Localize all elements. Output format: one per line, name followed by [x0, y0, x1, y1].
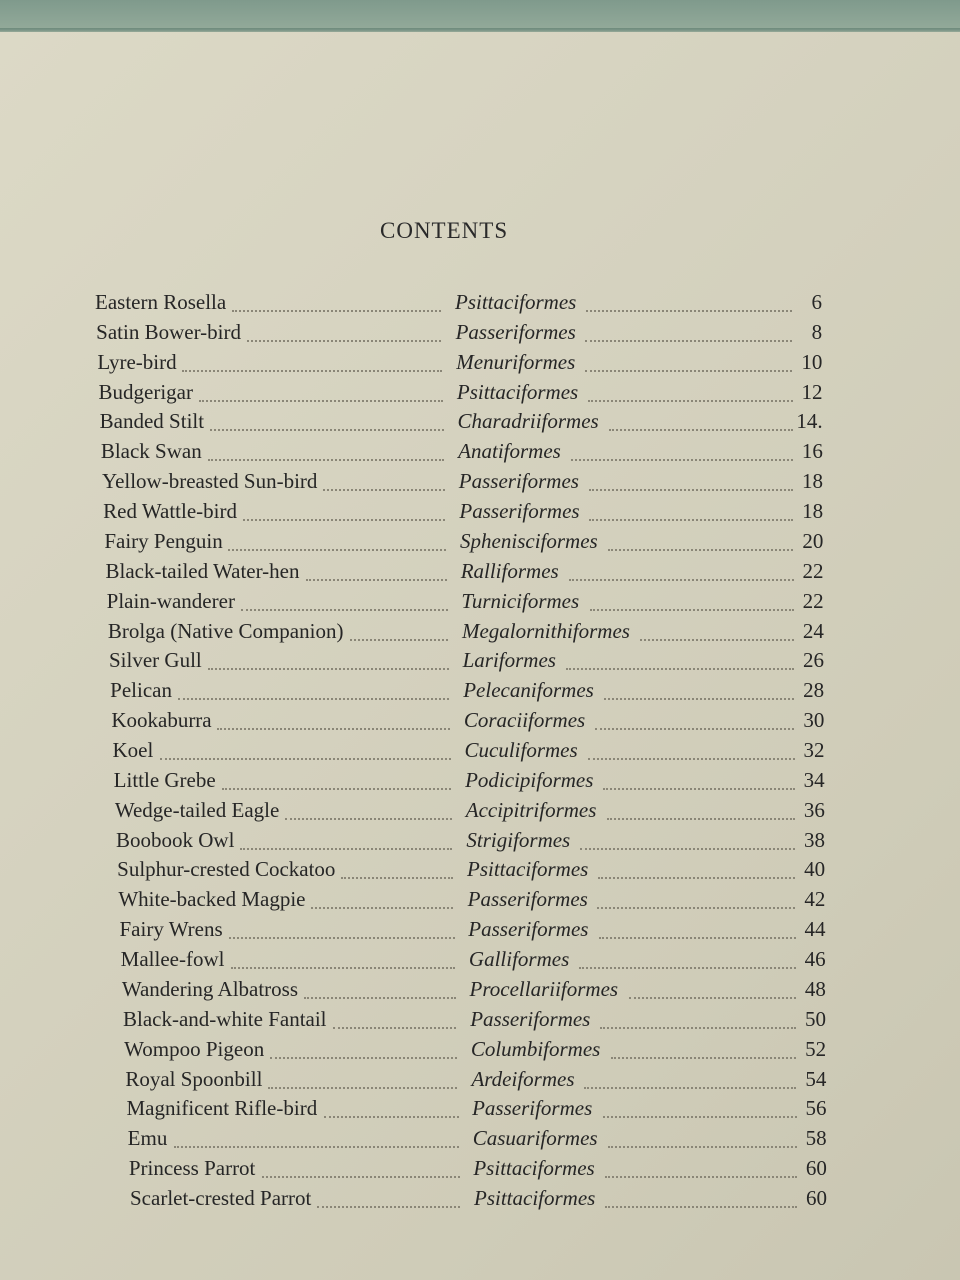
- order-name: Psittaciformes: [473, 1156, 595, 1181]
- page-number: 32: [803, 738, 825, 762]
- dot-leader: [585, 326, 792, 342]
- contents-row: [116, 826, 825, 854]
- page-number: 26: [803, 648, 824, 673]
- dot-leader: [285, 804, 452, 820]
- dot-leader: [304, 983, 456, 999]
- contents-row: [109, 646, 824, 674]
- page-number: 14.: [796, 409, 823, 434]
- contents-row: [95, 288, 822, 316]
- contents-row: [103, 497, 823, 525]
- contents-row: [100, 407, 823, 435]
- bird-name: Fairy Wrens: [119, 917, 223, 942]
- dot-leader: [228, 535, 446, 551]
- order-name: Accipitriformes: [465, 797, 597, 822]
- contents-row: [115, 796, 825, 824]
- dot-leader: [590, 595, 794, 611]
- contents-row: [120, 915, 826, 943]
- bird-name: Black Swan: [100, 439, 202, 464]
- page-number: 22: [802, 558, 824, 583]
- contents-row: [99, 378, 823, 406]
- bird-name: Budgerigar: [98, 379, 193, 404]
- dot-leader: [569, 565, 794, 581]
- contents-row: [129, 1154, 827, 1182]
- bird-name: Pelican: [110, 678, 172, 703]
- dot-leader: [588, 744, 795, 760]
- page-number: 48: [804, 976, 826, 1001]
- order-name: Turniciformes: [461, 588, 580, 613]
- order-name: Psittaciformes: [467, 857, 589, 882]
- order-name: Columbiformes: [470, 1036, 601, 1061]
- order-name: Sphenisciformes: [460, 528, 598, 553]
- dot-leader: [588, 386, 793, 402]
- page-number: 42: [804, 887, 826, 912]
- page-number: 30: [803, 708, 825, 733]
- page-number: 6: [811, 290, 822, 314]
- page-number: 8: [811, 319, 823, 344]
- bird-name: Satin Bower-bird: [96, 319, 241, 344]
- contents-row: [125, 1065, 826, 1093]
- order-name: Ardeiformes: [471, 1066, 575, 1091]
- order-name: Passeriformes: [470, 1006, 591, 1031]
- bird-name: Magnificent Rifle-bird: [126, 1096, 318, 1121]
- dot-leader: [182, 356, 442, 372]
- dot-leader: [611, 1043, 796, 1059]
- dot-leader: [241, 595, 448, 611]
- dot-leader: [268, 1073, 457, 1089]
- order-name: Passeriformes: [468, 917, 589, 942]
- dot-leader: [608, 535, 793, 551]
- contents-row: [113, 736, 825, 764]
- order-name: Psittaciformes: [456, 379, 579, 404]
- page-number: 22: [802, 588, 824, 613]
- dot-leader: [247, 326, 441, 342]
- dot-leader: [160, 744, 451, 760]
- bird-name: Black-and-white Fantail: [123, 1006, 327, 1031]
- dot-leader: [199, 386, 443, 402]
- order-name: Pelecaniformes: [463, 678, 594, 703]
- order-name: Megalornithiformes: [461, 618, 630, 643]
- order-name: Podicipiformes: [465, 767, 594, 792]
- contents-row: [108, 617, 824, 645]
- dot-leader: [232, 296, 441, 312]
- dot-leader: [589, 475, 793, 491]
- page-number: 46: [804, 947, 826, 972]
- page-number: 60: [805, 1156, 827, 1181]
- dot-leader: [580, 834, 795, 850]
- bird-name: Black-tailed Water-hen: [105, 558, 300, 583]
- bird-name: Royal Spoonbill: [125, 1066, 263, 1091]
- dot-leader: [605, 1192, 797, 1208]
- dot-leader: [174, 1132, 459, 1148]
- order-name: Ralliformes: [460, 558, 559, 583]
- page-number: 16: [801, 439, 823, 464]
- dot-leader: [598, 863, 795, 879]
- dot-leader: [222, 774, 451, 790]
- dot-leader: [229, 923, 455, 939]
- page-number: 18: [802, 499, 824, 524]
- page-number: 28: [803, 678, 825, 703]
- dot-leader: [178, 684, 449, 700]
- page-number: 24: [802, 618, 824, 643]
- dot-leader: [311, 893, 453, 909]
- dot-leader: [597, 893, 795, 909]
- dot-leader: [603, 774, 795, 790]
- page-number: 36: [803, 797, 825, 822]
- order-name: Passeriformes: [455, 319, 576, 344]
- dot-leader: [600, 1013, 796, 1029]
- bird-name: Lyre-bird: [97, 349, 177, 374]
- contents-row: [123, 1005, 826, 1033]
- page-number: 50: [805, 1006, 826, 1031]
- bird-name: Sulphur-crested Cockatoo: [117, 857, 336, 882]
- contents-row: [102, 467, 823, 495]
- contents-row: [122, 975, 826, 1003]
- page-number: 54: [805, 1066, 827, 1091]
- order-name: Passeriformes: [472, 1096, 593, 1121]
- contents-row: [111, 706, 824, 734]
- page-number: 34: [803, 767, 825, 792]
- order-name: Casuariformes: [472, 1126, 598, 1151]
- order-name: Psittaciformes: [455, 290, 577, 314]
- dot-leader: [208, 445, 444, 461]
- dot-leader: [607, 804, 795, 820]
- page-number: 56: [805, 1096, 827, 1121]
- bird-name: Wandering Albatross: [121, 976, 299, 1001]
- dot-leader: [350, 625, 448, 641]
- dot-leader: [599, 923, 796, 939]
- page-number: 12: [801, 379, 823, 404]
- dot-leader: [333, 1013, 456, 1029]
- bird-name: Mallee-fowl: [120, 947, 225, 972]
- page-number: 60: [806, 1186, 827, 1210]
- bird-name: Wedge-tailed Eagle: [114, 797, 280, 822]
- bird-name: Red Wattle-bird: [103, 499, 237, 524]
- contents-row: [121, 945, 826, 973]
- dot-leader: [323, 475, 445, 491]
- bird-name: Emu: [127, 1126, 168, 1151]
- dot-leader: [585, 356, 792, 372]
- bird-name: Silver Gull: [109, 648, 202, 673]
- contents-row: [107, 587, 824, 615]
- bird-name: Eastern Rosella: [95, 290, 227, 314]
- contents-row: [128, 1124, 827, 1152]
- bird-name: Fairy Penguin: [104, 528, 223, 553]
- bird-name: Boobook Owl: [116, 827, 235, 852]
- dot-leader: [571, 445, 793, 461]
- page-number: 40: [804, 857, 826, 882]
- dot-leader: [270, 1043, 457, 1059]
- dot-leader: [208, 654, 449, 670]
- dot-leader: [589, 505, 793, 521]
- order-name: Psittaciformes: [474, 1186, 596, 1210]
- bird-name: Kookaburra: [111, 708, 212, 733]
- order-name: Cuculiformes: [464, 738, 578, 762]
- dot-leader: [341, 863, 453, 879]
- order-name: Lariformes: [462, 648, 556, 673]
- contents-row: [127, 1094, 827, 1122]
- contents-row: [106, 557, 824, 585]
- page-number: 18: [802, 469, 823, 494]
- contents-row: [130, 1184, 827, 1212]
- page-number: 10: [801, 349, 823, 374]
- order-name: Galliformes: [468, 947, 570, 972]
- order-name: Menuriformes: [456, 349, 576, 374]
- bird-name: Brolga (Native Companion): [107, 618, 344, 643]
- contents-row: [114, 766, 825, 794]
- bird-name: Little Grebe: [113, 767, 216, 792]
- order-name: Passeriformes: [458, 469, 579, 494]
- bird-name: Plain-wanderer: [106, 588, 235, 613]
- dot-leader: [231, 953, 455, 969]
- dot-leader: [605, 1162, 797, 1178]
- dot-leader: [579, 953, 796, 969]
- dot-leader: [609, 415, 793, 431]
- contents-row: [97, 348, 822, 376]
- dot-leader: [629, 983, 796, 999]
- order-name: Charadriiformes: [457, 409, 599, 434]
- bird-name: Princess Parrot: [128, 1156, 256, 1181]
- contents-row: [124, 1035, 826, 1063]
- dot-leader: [584, 1073, 796, 1089]
- dot-leader: [240, 834, 452, 850]
- bird-name: Banded Stilt: [99, 409, 205, 434]
- dot-leader: [586, 296, 792, 312]
- page-number: 52: [805, 1036, 827, 1061]
- dot-leader: [603, 1102, 797, 1118]
- page-number: 20: [802, 528, 824, 553]
- bird-name: Wompoo Pigeon: [124, 1036, 265, 1061]
- order-name: Strigiformes: [466, 827, 571, 852]
- bird-name: Scarlet-crested Parrot: [130, 1186, 312, 1210]
- dot-leader: [217, 714, 450, 730]
- contents-row: [118, 885, 825, 913]
- bird-name: White-backed Magpie: [118, 887, 306, 912]
- order-name: Procellariiformes: [469, 976, 619, 1001]
- contents-row: [110, 676, 824, 704]
- contents-row: [96, 318, 822, 346]
- dot-leader: [604, 684, 794, 700]
- contents-row: [117, 855, 825, 883]
- dot-leader: [262, 1162, 460, 1178]
- page-number: 38: [804, 827, 825, 852]
- order-name: Anatiformes: [458, 439, 561, 464]
- page-number: 44: [804, 917, 826, 942]
- bird-name: Koel: [112, 738, 154, 762]
- order-name: Passeriformes: [459, 499, 580, 524]
- order-name: Passeriformes: [467, 887, 588, 912]
- contents-row: [101, 437, 823, 465]
- dot-leader: [324, 1102, 459, 1118]
- dot-leader: [210, 415, 444, 431]
- dot-leader: [566, 654, 794, 670]
- dot-leader: [595, 714, 794, 730]
- dot-leader: [640, 625, 794, 641]
- page-number: 58: [805, 1126, 827, 1151]
- dot-leader: [243, 505, 445, 521]
- dot-leader: [306, 565, 447, 581]
- dot-leader: [317, 1192, 460, 1208]
- order-name: Coraciiformes: [463, 708, 586, 733]
- bird-name: Yellow-breasted Sun-bird: [102, 469, 318, 494]
- dot-leader: [608, 1132, 797, 1148]
- contents-row: [104, 527, 823, 555]
- contents-heading: CONTENTS: [380, 218, 509, 243]
